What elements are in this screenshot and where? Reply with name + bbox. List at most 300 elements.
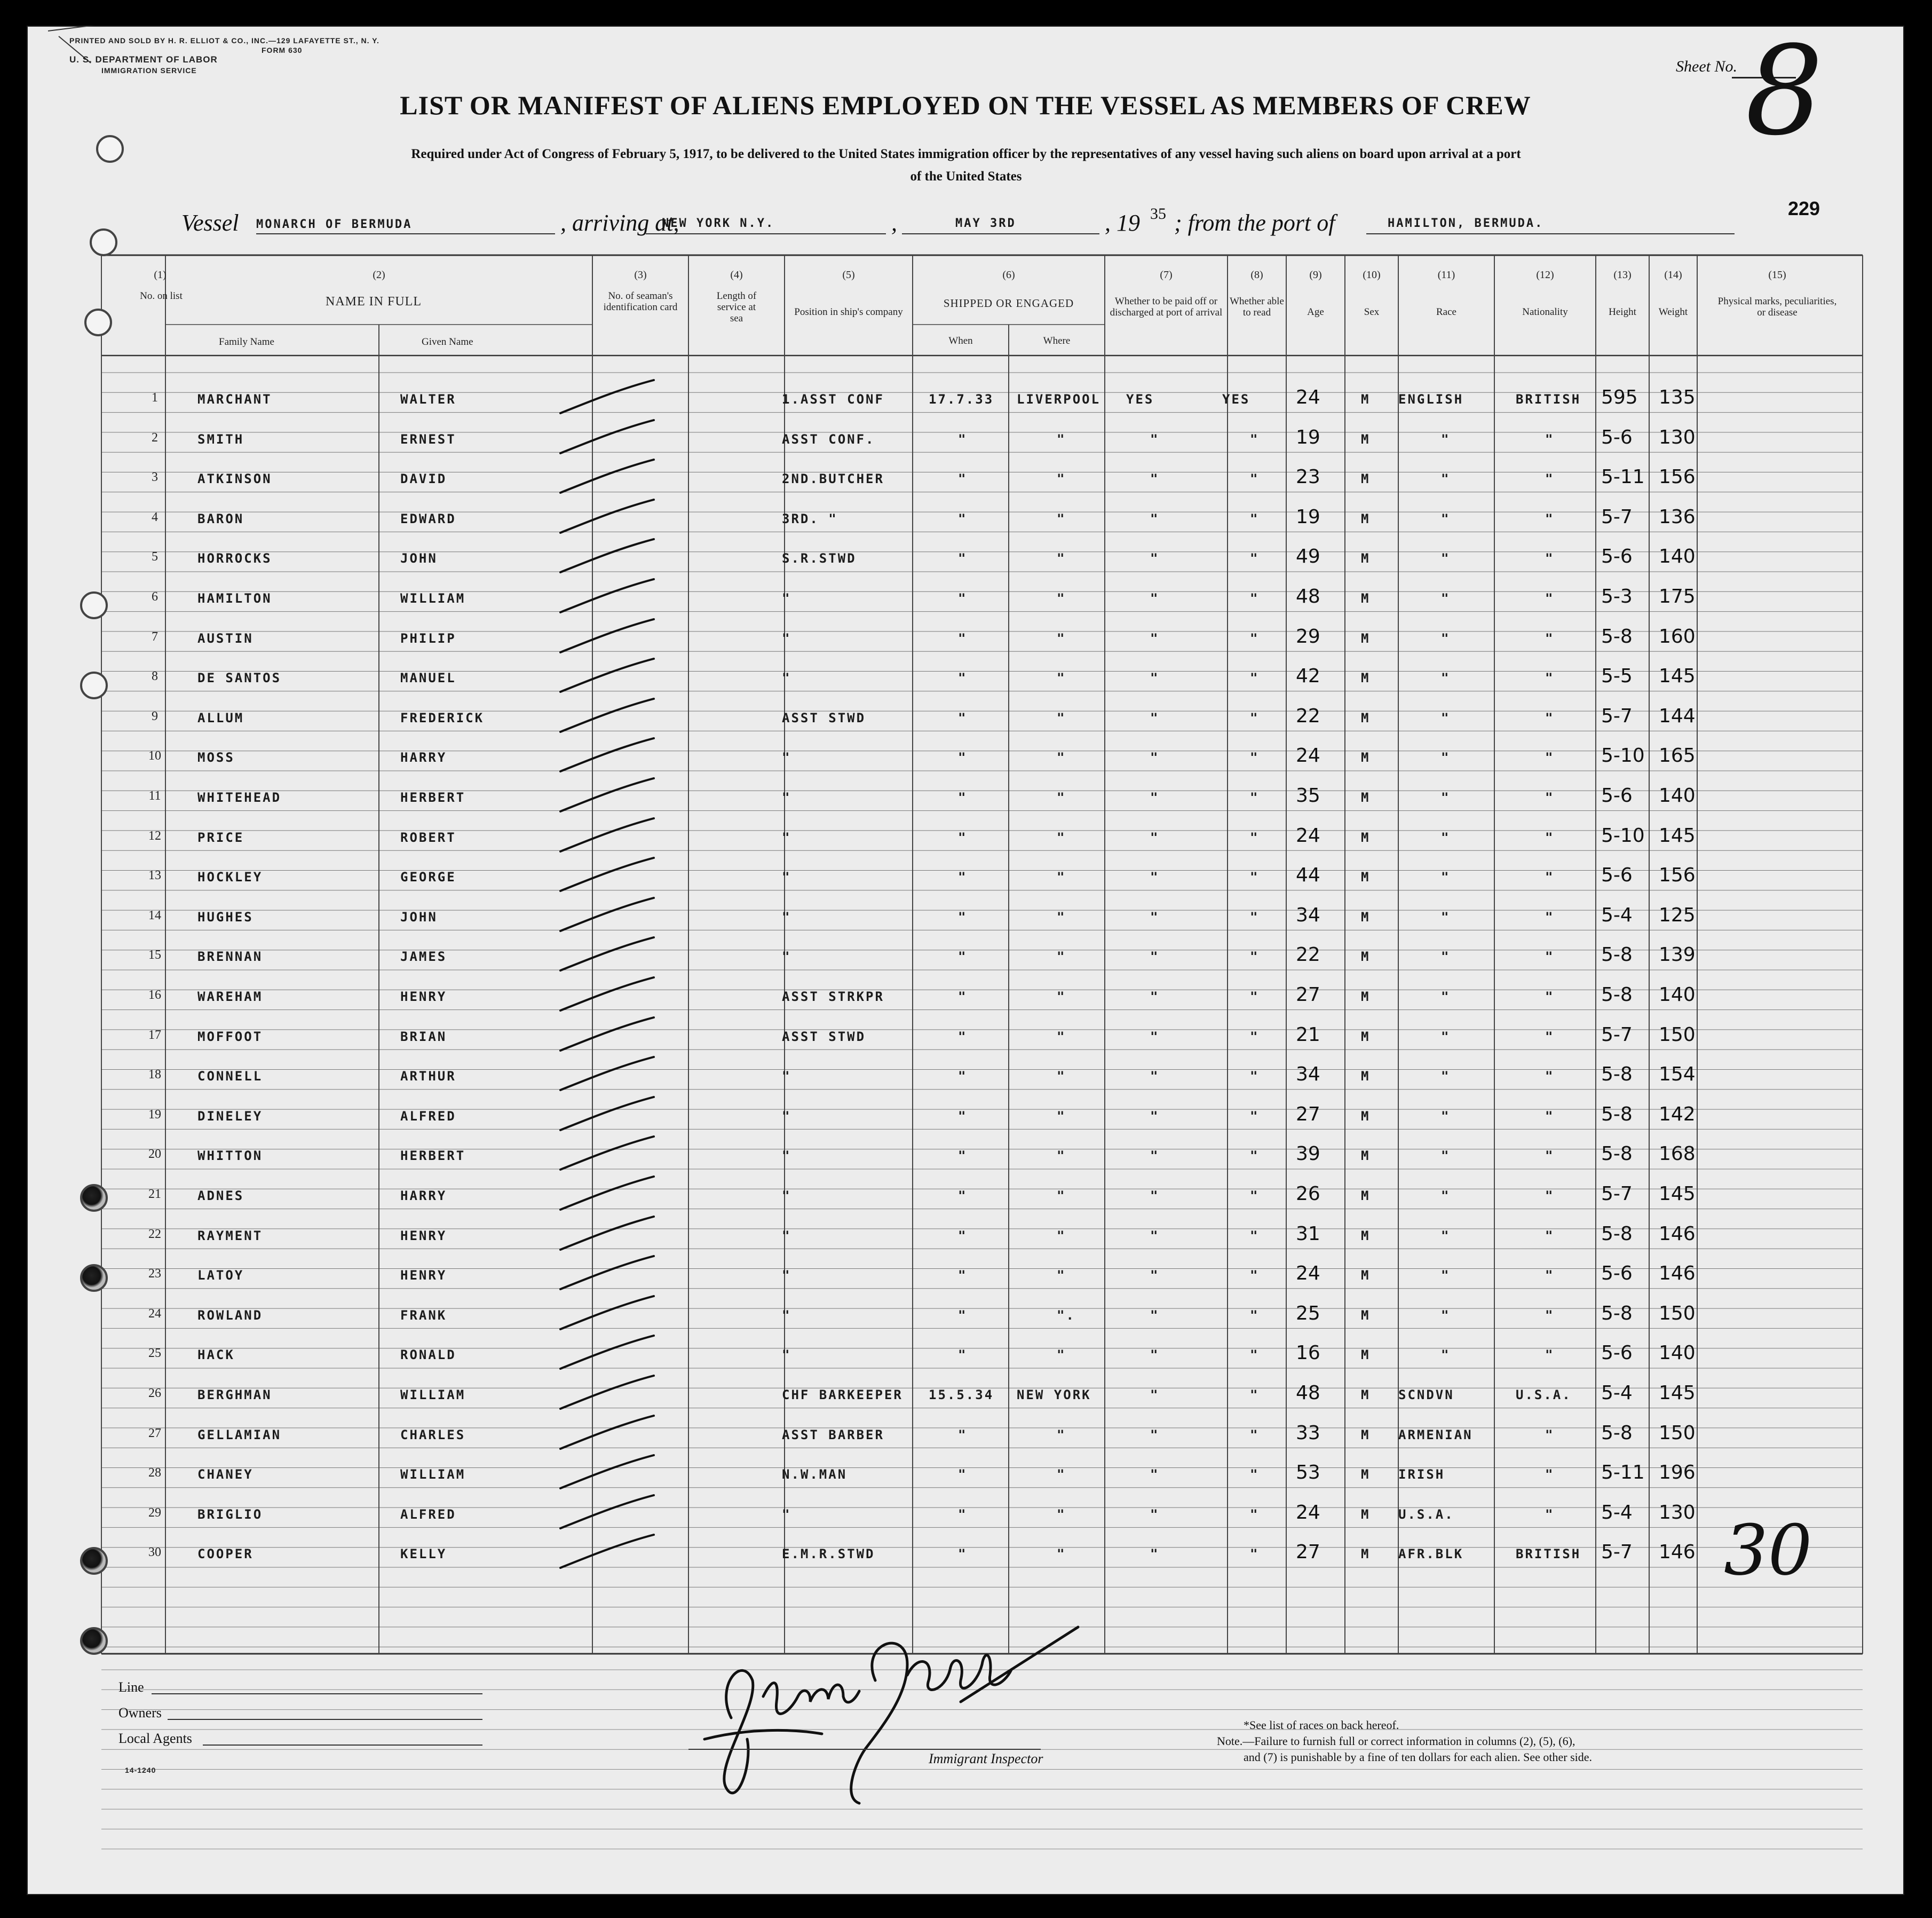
position: 3RD. " (782, 511, 838, 526)
sex: M (1361, 670, 1371, 686)
able-to-read: " (1250, 1029, 1260, 1044)
col6-number: (6) (1002, 269, 1015, 281)
weight: 144 (1659, 705, 1696, 727)
nationality: " (1545, 870, 1555, 885)
given-name: WALTER (400, 392, 456, 407)
position: " (782, 630, 791, 646)
check-mark (555, 575, 662, 618)
row-number: 28 (148, 1466, 161, 1480)
col9-label: Age (1307, 306, 1324, 318)
able-to-read: " (1250, 431, 1260, 447)
position: " (782, 1307, 791, 1323)
shipped-when: " (958, 710, 968, 725)
shipped-where: " (1057, 1069, 1066, 1084)
weight: 168 (1659, 1143, 1696, 1165)
given-name: WILLIAM (400, 1387, 466, 1402)
race: U.S.A. (1398, 1506, 1454, 1522)
able-to-read: " (1250, 1268, 1260, 1283)
age: 39 (1296, 1143, 1320, 1165)
nationality: " (1545, 1148, 1555, 1164)
height: 5-3 (1601, 586, 1633, 607)
height: 595 (1601, 386, 1638, 408)
weight: 175 (1659, 586, 1696, 607)
paid-off: " (1150, 591, 1160, 606)
sex: M (1361, 1546, 1371, 1562)
sex: M (1361, 431, 1371, 447)
row-number: 17 (148, 1028, 161, 1042)
weight: 146 (1659, 1541, 1696, 1564)
age: 22 (1296, 705, 1320, 727)
position: " (782, 1148, 791, 1164)
stamp-number: 229 (1788, 198, 1820, 219)
position: E.M.R.STWD (782, 1546, 875, 1562)
sex: M (1361, 511, 1371, 526)
col8-number: (8) (1250, 269, 1263, 281)
height: 5-6 (1601, 426, 1633, 448)
shipped-where: " (1057, 431, 1066, 447)
race: " (1441, 1307, 1451, 1323)
binder-hole (80, 1264, 108, 1292)
shipped-where: " (1057, 591, 1066, 606)
height: 5-7 (1601, 1541, 1633, 1564)
height: 5-8 (1601, 944, 1633, 966)
height: 5-8 (1601, 1063, 1633, 1086)
shipped-when: " (958, 870, 968, 885)
inspector-signature (683, 1606, 1089, 1819)
weight: 125 (1659, 904, 1696, 926)
printer-line: PRINTED AND SOLD BY H. R. ELLIOT & CO., INC.—129 LAFAYETTE ST., N. Y. (69, 36, 379, 45)
position: " (782, 1188, 791, 1203)
col15-number: (15) (1768, 269, 1786, 281)
sex: M (1361, 1268, 1371, 1283)
binder-hole (80, 1547, 108, 1575)
service-label: IMMIGRATION SERVICE (101, 66, 197, 75)
age: 23 (1296, 466, 1320, 488)
able-to-read: " (1250, 949, 1260, 965)
given-name: ALFRED (400, 1108, 456, 1124)
family-name: ROWLAND (197, 1307, 263, 1323)
row-number: 25 (148, 1346, 161, 1361)
race: " (1441, 790, 1451, 805)
height: 5-11 (1601, 466, 1645, 488)
age: 42 (1296, 665, 1320, 688)
shipped-when: " (958, 1347, 968, 1363)
family-name: BARON (197, 511, 244, 526)
shipped-when: " (958, 630, 968, 646)
paid-off: " (1150, 670, 1160, 686)
paid-off: " (1150, 989, 1160, 1004)
sex: M (1361, 949, 1371, 965)
col14-label: Weight (1658, 306, 1688, 318)
shipped-when: " (958, 909, 968, 925)
race: " (1441, 750, 1451, 765)
col6-label: SHIPPED OR ENGAGED (943, 297, 1074, 310)
nationality: " (1545, 1069, 1555, 1084)
weight: 140 (1659, 546, 1696, 568)
col4-label: Length of service at sea (716, 290, 757, 324)
position: " (782, 1228, 791, 1243)
given-name: JOHN (400, 551, 438, 566)
shipped-when: " (958, 989, 968, 1004)
weight: 150 (1659, 1422, 1696, 1444)
col3-number: (3) (634, 269, 647, 281)
race: " (1441, 989, 1451, 1004)
shipped-where: " (1057, 1228, 1066, 1243)
local-agents-field[interactable] (203, 1745, 482, 1746)
sex: M (1361, 1387, 1371, 1402)
nationality: " (1545, 909, 1555, 925)
age: 21 (1296, 1023, 1320, 1046)
weight: 130 (1659, 1501, 1696, 1524)
weight: 165 (1659, 745, 1696, 767)
shipped-where: " (1057, 790, 1066, 805)
nationality: " (1545, 790, 1555, 805)
nationality: " (1545, 750, 1555, 765)
position: " (782, 870, 791, 885)
check-mark (555, 814, 662, 857)
row-number: 29 (148, 1505, 161, 1520)
nationality: " (1545, 1108, 1555, 1124)
able-to-read: " (1250, 511, 1260, 526)
check-mark (555, 1252, 662, 1295)
given-name: PHILIP (400, 630, 456, 646)
paid-off: " (1150, 1546, 1160, 1562)
check-mark (555, 1451, 662, 1494)
position: S.R.STWD (782, 551, 857, 566)
shipped-when: " (958, 670, 968, 686)
race: AFR.BLK (1398, 1546, 1464, 1562)
race: " (1441, 1268, 1451, 1283)
paid-off: " (1150, 1347, 1160, 1363)
col14-number: (14) (1664, 269, 1682, 281)
col4-number: (4) (730, 269, 743, 281)
col10-number: (10) (1363, 269, 1381, 281)
sex: M (1361, 1347, 1371, 1363)
race: " (1441, 949, 1451, 965)
height: 5-6 (1601, 546, 1633, 568)
able-to-read: " (1250, 870, 1260, 885)
race-note: *See list of races on back hereof. (1244, 1718, 1399, 1732)
family-name: SMITH (197, 431, 244, 447)
race: ENGLISH (1398, 392, 1464, 407)
paid-off: " (1150, 1069, 1160, 1084)
given-name: WILLIAM (400, 1467, 466, 1482)
col11-number: (11) (1437, 269, 1455, 281)
footer-form-code: 14-1240 (125, 1766, 156, 1774)
shipped-when: " (958, 750, 968, 765)
shipped-when: " (958, 431, 968, 447)
check-mark (555, 774, 662, 817)
family-name: COOPER (197, 1546, 254, 1562)
shipped-when: " (958, 1427, 968, 1442)
family-name: BERGHMAN (197, 1387, 272, 1402)
nationality: " (1545, 1029, 1555, 1044)
sex: M (1361, 1467, 1371, 1482)
shipped-where: LIVERPOOL (1017, 392, 1101, 407)
penalty-note-2: and (7) is punishable by a fine of ten dollars for each alien. See other side. (1244, 1750, 1593, 1764)
check-mark (555, 1530, 662, 1573)
shipped-where: " (1057, 1347, 1066, 1363)
col9-number: (9) (1309, 269, 1322, 281)
year-prefix: , 19 (1105, 210, 1140, 236)
age: 31 (1296, 1222, 1320, 1245)
given-name: KELLY (400, 1546, 447, 1562)
col5-label: Position in ship's company (794, 306, 903, 318)
age: 25 (1296, 1302, 1320, 1324)
sex: M (1361, 1188, 1371, 1203)
nationality: " (1545, 949, 1555, 965)
weight: 160 (1659, 625, 1696, 648)
given-name: HENRY (400, 1228, 447, 1243)
race: " (1441, 870, 1451, 885)
check-mark (555, 933, 662, 976)
weight: 130 (1659, 426, 1696, 448)
weight: 146 (1659, 1222, 1696, 1245)
col7-label: Whether to be paid off or discharged at port of arrival (1110, 296, 1223, 318)
height: 5-4 (1601, 904, 1633, 926)
height: 5-8 (1601, 1302, 1633, 1324)
page-title: LIST OR MANIFEST OF ALIENS EMPLOYED ON THE VESSEL AS MEMBERS OF CREW (400, 90, 1531, 120)
height: 5-6 (1601, 1262, 1633, 1285)
given-name: HENRY (400, 1268, 447, 1283)
weight: 136 (1659, 506, 1696, 528)
age: 48 (1296, 586, 1320, 607)
sex: M (1361, 750, 1371, 765)
nationality: " (1545, 1188, 1555, 1203)
binder-hole (96, 135, 124, 163)
row-number: 9 (152, 709, 158, 723)
age: 24 (1296, 824, 1320, 847)
shipped-when: " (958, 1108, 968, 1124)
form-number: FORM 630 (262, 46, 303, 54)
col2-given: Given Name (422, 336, 473, 348)
position: " (782, 830, 791, 845)
sex: M (1361, 471, 1371, 487)
family-name: HACK (197, 1347, 235, 1363)
binder-hole (80, 1627, 108, 1655)
binder-hole (84, 309, 112, 336)
height: 5-6 (1601, 1342, 1633, 1364)
local-agents-label: Local Agents (118, 1731, 192, 1746)
check-mark (555, 694, 662, 737)
shipped-where: " (1057, 511, 1066, 526)
family-name: MARCHANT (197, 392, 272, 407)
position: " (782, 909, 791, 925)
age: 34 (1296, 904, 1320, 926)
given-name: HARRY (400, 1188, 447, 1203)
race: " (1441, 1188, 1451, 1203)
line-field[interactable] (152, 1693, 482, 1694)
nationality: " (1545, 1228, 1555, 1243)
able-to-read: YES (1222, 392, 1250, 407)
shipped-where: ". (1057, 1307, 1075, 1323)
shipped-where: " (1057, 630, 1066, 646)
position: 2ND.BUTCHER (782, 471, 884, 487)
arriving-label: , arriving at, (560, 210, 679, 236)
position: ASST STWD (782, 1029, 866, 1044)
weight: 145 (1659, 824, 1696, 847)
nationality: " (1545, 710, 1555, 725)
paid-off: " (1150, 1427, 1160, 1442)
nationality: " (1545, 830, 1555, 845)
height: 5-4 (1601, 1382, 1633, 1404)
able-to-read: " (1250, 1307, 1260, 1323)
given-name: HENRY (400, 989, 447, 1004)
age: 53 (1296, 1462, 1320, 1484)
position: " (782, 670, 791, 686)
shipped-when: 17.7.33 (929, 392, 994, 407)
check-mark (555, 654, 662, 697)
sex: M (1361, 1427, 1371, 1442)
col3-label: No. of seaman's identification card (603, 290, 678, 313)
height: 5-8 (1601, 1143, 1633, 1165)
paid-off: " (1150, 710, 1160, 725)
check-mark (555, 1292, 662, 1335)
nationality: " (1545, 1467, 1555, 1482)
nationality: " (1545, 511, 1555, 526)
owners-field[interactable] (168, 1719, 482, 1720)
binder-hole (80, 672, 108, 699)
nationality: " (1545, 1506, 1555, 1522)
race: SCNDVN (1398, 1387, 1454, 1402)
able-to-read: " (1250, 630, 1260, 646)
weight: 140 (1659, 785, 1696, 807)
sex: M (1361, 1029, 1371, 1044)
race: " (1441, 551, 1451, 566)
able-to-read: " (1250, 1506, 1260, 1522)
family-name: GELLAMIAN (197, 1427, 282, 1442)
race: " (1441, 1108, 1451, 1124)
sex: M (1361, 591, 1371, 606)
nationality: " (1545, 630, 1555, 646)
position: " (782, 1268, 791, 1283)
given-name: CHARLES (400, 1427, 466, 1442)
given-name: EDWARD (400, 511, 456, 526)
given-name: ROBERT (400, 830, 456, 845)
paid-off: " (1150, 1188, 1160, 1203)
race: " (1441, 1069, 1451, 1084)
nationality: " (1545, 471, 1555, 487)
height: 5-7 (1601, 1023, 1633, 1046)
paid-off: " (1150, 1148, 1160, 1164)
shipped-where: " (1057, 1467, 1066, 1482)
family-name: BRIGLIO (197, 1506, 263, 1522)
col5-number: (5) (842, 269, 855, 281)
able-to-read: " (1250, 670, 1260, 686)
shipped-when: " (958, 591, 968, 606)
height: 5-11 (1601, 1462, 1645, 1484)
col7-number: (7) (1160, 269, 1173, 281)
sheet-label: Sheet No. (1676, 58, 1737, 75)
col6-where: Where (1043, 335, 1071, 346)
vessel-label: Vessel (181, 210, 239, 236)
col1-label: No. on list (140, 290, 183, 302)
shipped-where: " (1057, 870, 1066, 885)
family-name: HORROCKS (197, 551, 272, 566)
row-number: 4 (152, 510, 158, 524)
arrival-date: MAY 3RD (955, 217, 1016, 230)
able-to-read: " (1250, 591, 1260, 606)
col13-label: Height (1609, 306, 1636, 318)
able-to-read: " (1250, 989, 1260, 1004)
shipped-when: " (958, 551, 968, 566)
sex: M (1361, 909, 1371, 925)
sex: M (1361, 551, 1371, 566)
family-name: RAYMENT (197, 1228, 263, 1243)
col12-number: (12) (1536, 269, 1554, 281)
col15-label: Physical marks, peculiarities, or disease (1717, 296, 1837, 318)
shipped-where: " (1057, 710, 1066, 725)
family-name: DINELEY (197, 1108, 263, 1124)
family-name: DE SANTOS (197, 670, 282, 686)
able-to-read: " (1250, 1347, 1260, 1363)
signature-line (688, 1749, 1041, 1750)
height: 5-7 (1601, 1183, 1633, 1205)
row-number: 18 (148, 1068, 161, 1082)
sex: M (1361, 630, 1371, 646)
sex: M (1361, 830, 1371, 845)
row-number: 21 (148, 1187, 161, 1201)
row-number: 11 (148, 789, 161, 803)
weight: 154 (1659, 1063, 1696, 1086)
height: 5-7 (1601, 705, 1633, 727)
position: ASST STRKPR (782, 989, 884, 1004)
sex: M (1361, 790, 1371, 805)
nationality: " (1545, 989, 1555, 1004)
subtitle (165, 143, 1767, 188)
weight: 156 (1659, 864, 1696, 887)
paid-off: " (1150, 511, 1160, 526)
age: 24 (1296, 386, 1320, 408)
check-mark (555, 1013, 662, 1056)
shipped-where: NEW YORK (1017, 1387, 1091, 1402)
row-number: 1 (152, 391, 158, 405)
shipped-where: " (1057, 1108, 1066, 1124)
nationality: BRITISH (1516, 1546, 1581, 1562)
check-mark (555, 416, 662, 459)
row-number: 7 (152, 629, 158, 644)
able-to-read: " (1250, 471, 1260, 487)
paid-off: " (1150, 471, 1160, 487)
age: 24 (1296, 1262, 1320, 1285)
col6-when: When (948, 335, 973, 346)
given-name: GEORGE (400, 870, 456, 885)
check-mark (555, 1212, 662, 1255)
shipped-when: " (958, 471, 968, 487)
paid-off: " (1150, 1467, 1160, 1482)
nationality: " (1545, 591, 1555, 606)
sex: M (1361, 1307, 1371, 1323)
paid-off: " (1150, 830, 1160, 845)
nationality: " (1545, 551, 1555, 566)
given-name: ALFRED (400, 1506, 456, 1522)
weight: 150 (1659, 1023, 1696, 1046)
family-name: ATKINSON (197, 471, 272, 487)
sex: M (1361, 1228, 1371, 1243)
shipped-when: " (958, 1467, 968, 1482)
penalty-note-1: Note.—Failure to furnish full or correct information in columns (2), (5), (6), (1217, 1734, 1575, 1748)
paid-off: " (1150, 1506, 1160, 1522)
able-to-read: " (1250, 1069, 1260, 1084)
height: 5-8 (1601, 1103, 1633, 1125)
race: " (1441, 431, 1451, 447)
row-number: 24 (148, 1306, 161, 1321)
race: " (1441, 1347, 1451, 1363)
check-mark (555, 973, 662, 1016)
subtitle-line-2: of the United States (910, 169, 1022, 184)
shipped-when: " (958, 511, 968, 526)
vessel-name: MONARCH OF BERMUDA (256, 218, 413, 231)
